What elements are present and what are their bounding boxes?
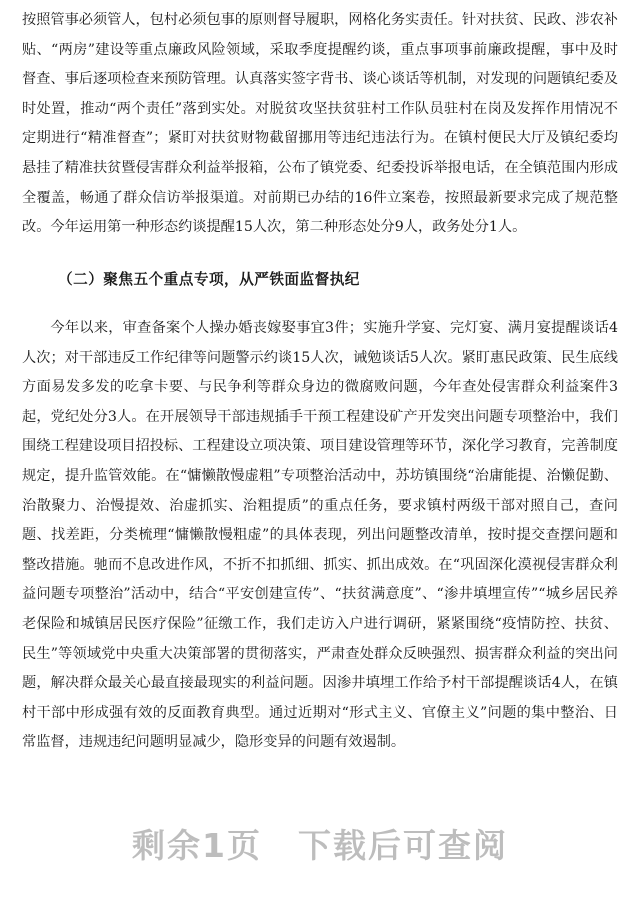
- remaining-pages-label: 剩余1页: [132, 826, 262, 865]
- body-paragraph-1: 按照管事必须管人，包村必须包事的原则督导履职，网格化务实责任。针对扶贫、民政、涉农补贴、“两房”建设等重点廉政风险领域，采取季度提醒约谈，重点事项事前廉政提醒，事中及时督查、事后逐项检查来预防管理。认真落实签字背书、谈心谈话等机制，对发现的问题镇纪委及时处置，推动“两个责任”落到实处。对脱贫攻坚扶贫驻村工作队员驻村在岗及发挥作用情况不定期进行“精准督查”；紧盯对扶贫财物截留挪用等违纪违法行为。在镇村便民大厅及镇纪委均悬挂了精准扶贫暨侵害群众利益举报箱，公布了镇党委、纪委投诉举报电话，在全镇范围内形成全覆盖，畅通了群众信访举报渠道。对前期已办结的16件立案卷，按照最新要求完成了规范整改。今年运用第一种形态约谈提醒15人次，第二种形态处分9人，政务处分1人。: [22, 12, 618, 236]
- download-banner[interactable]: [0, 820, 640, 867]
- section-heading: （二）聚焦五个重点专项，从严铁面监督执纪: [58, 271, 360, 288]
- download-prompt-label[interactable]: 下载后可查阅: [297, 826, 508, 865]
- body-paragraph-2: 今年以来，审查备案个人操办婚丧嫁娶事宜3件；实施升学宴、完灯宴、满月宴提醒谈话4人次；对干部违反工作纪律等问题警示约谈15人次，诫勉谈话5人次。紧盯惠民政策、民生底线方面易发多发的吃拿卡要、与民争利等群众身边的微腐败问题，今年查处侵害群众利益案件3起，党纪处分3人。在开展领导干部违规插手干预工程建设矿产开发突出问题专项整治中，我们围绕工程建设项目招投标、工程建设立项决策、项目建设管理等环节，深化学习教育，完善制度规定，提升监管效能。在“慵懒散慢虚粗”专项整治活动中，苏坊镇围绕“治庸能提、治懒促勤、治散聚力、治慢提效、治虚抓实、治粗提质”的重点任务，要求镇村两级干部对照自己，查问题、找差距，分类梳理“慵懒散慢粗虚”的具体表现，列出问题整改清单，按时提交查摆问题和整改措施。驰而不息改进作风，不折不扣抓细、抓实、抓出成效。在“巩固深化漠视侵害群众利益问题专项整治”活动中，结合“平安创建宣传”、“扶贫满意度”、“渗井填埋宣传”“城乡居民养老保险和城镇居民医疗保险”征缴工作，我们走访入户进行调研，紧紧围绕“疫情防控、扶贫、民生”等领域党中央重大决策部署的贯彻落实，严肃查处群众反映强烈、损害群众利益的突出问题，解决群众最关心最直接最现实的利益问题。因渗井填埋工作给予村干部提醒谈话4人，在镇村干部中形成强有效的反面教育典型。通过近期对“形式主义、官僚主义”问题的集中整治、日常监督，违规违纪问题明显减少，隐形变异的问题有效遏制。: [22, 320, 618, 751]
